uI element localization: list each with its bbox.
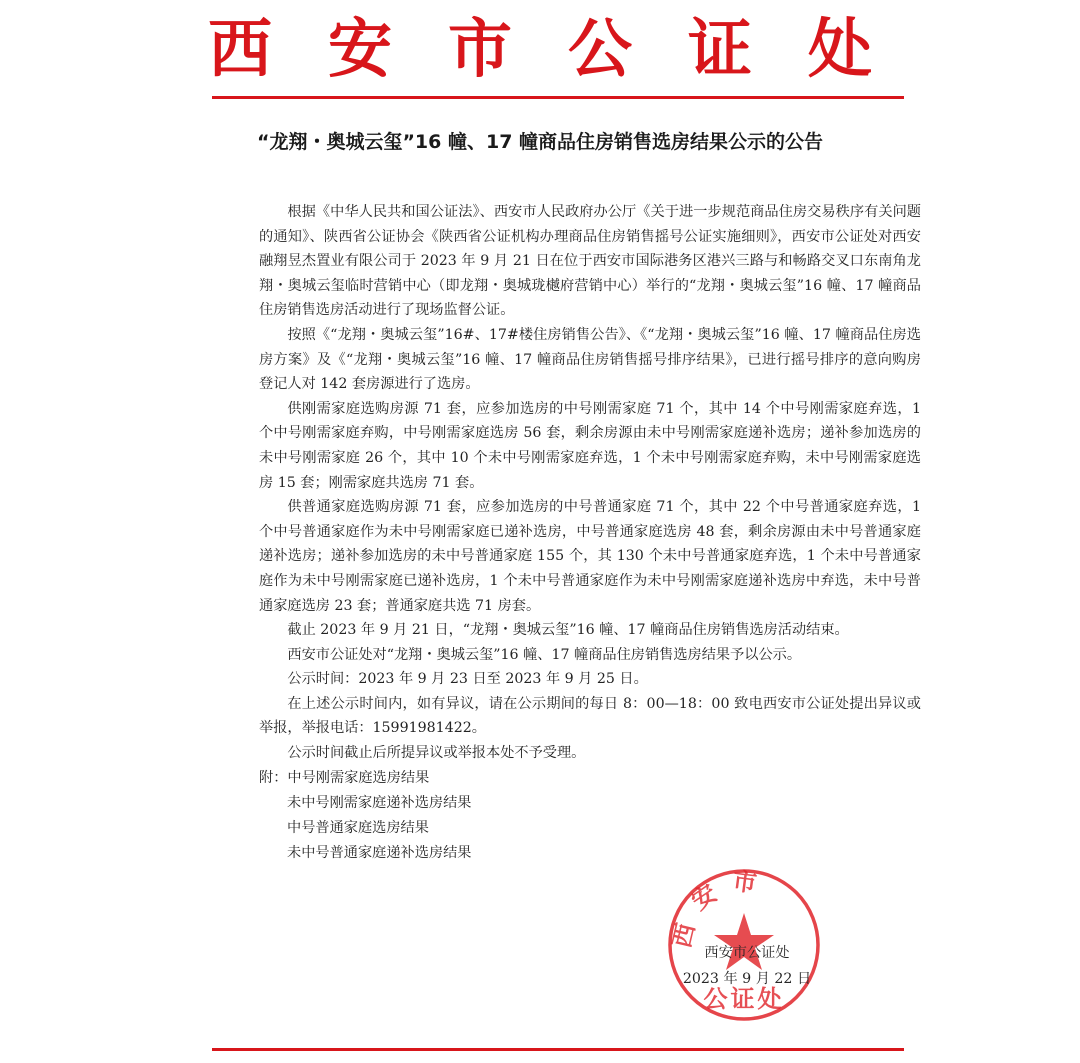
body-paragraph: 按照《“龙翔・奥城云玺”16#、17#楼住房销售公告》、《“龙翔・奥城云玺”16 幢、17 幢商品住房选房方案》及《“龙翔・奥城云玺”16 幢、17 幢商品住房销售摇号排序结果》，已进行摇号排序的意向购房登记人对 142 套房源进行了选房。 (259, 326, 921, 393)
attachment-list (259, 766, 687, 866)
svg-text:公证处: 公证处 (703, 984, 785, 1013)
body-paragraph: 在上述公示时间内，如有异议，请在公示期间的每日 8：00—18：00 致电西安市公证处提出异议或举报，举报电话：15991981422。 (259, 695, 921, 737)
document-title: “龙翔・奥城云玺”16 幢、17 幢商品住房销售选房结果公示的公告 (256, 131, 824, 153)
letterhead-title (0, 12, 1080, 87)
svg-text:西安市: 西安市 (666, 865, 773, 951)
letterhead-char: 公 (568, 12, 660, 87)
letterhead-char: 证 (688, 12, 780, 87)
attachment-item: 中号普通家庭选房结果 (287, 820, 429, 836)
body-paragraph: 供普通家庭选购房源 71 套，应参加选房的中号普通家庭 71 个，其中 22 个中号普通家庭弃选，1 个中号普通家庭作为未中号刚需家庭已递补选房，中号普通家庭选房 48 套，剩余房源由未中号普通家庭递补选房；递补参加选房的未中号普通家庭 155 个，其 130 个未中号普通家庭弃选，1 个未中号普通家庭作为未中号刚需家庭已递补选房，1 个未中号普通家庭作为未中号刚需家庭递补选房中弃选，未中号普通家庭选房 23 套；普通家庭共选 71 房套。 (259, 499, 921, 614)
attachment-label: 附： (259, 770, 288, 786)
letterhead-char: 安 (328, 12, 420, 87)
letterhead-char: 市 (448, 12, 540, 87)
body-paragraph: 供刚需家庭选购房源 71 套，应参加选房的中号刚需家庭 71 个，其中 14 个中号刚需家庭弃选，1 个中号刚需家庭弃购，中号刚需家庭选房 56 套，剩余房源由未中号刚需家庭递补选房；递补参加选房的未中号刚需家庭 26 个，其中 10 个未中号刚需家庭弃选，1 个未中号刚需家庭弃购，未中号刚需家庭选房 15 套；刚需家庭共选房 71 套。 (259, 400, 921, 491)
attachment-item: 未中号刚需家庭递补选房结果 (287, 795, 472, 811)
body-paragraph: 公示时间截止后所提异议或举报本处不予受理。 (287, 745, 586, 762)
document-body (259, 200, 921, 766)
attachment-item: 中号刚需家庭选房结果 (287, 770, 430, 786)
letterhead-char: 处 (808, 12, 900, 87)
letterhead-rule-top (212, 96, 904, 99)
body-paragraph: 西安市公证处对“龙翔・奥城云玺”16 幢、17 幢商品住房销售选房结果予以公示。 (287, 646, 802, 663)
body-paragraph: 根据《中华人民共和国公证法》、西安市人民政府办公厅《关于进一步规范商品住房交易秩序有关问题的通知》、陕西省公证协会《陕西省公证机构办理商品住房销售摇号公证实施细则》，西安市公证处对西安融翔昱杰置业有限公司于 2023 年 9 月 21 日在位于西安市国际港务区港兴三路与和畅路交叉口东南角龙翔・奥城云玺临时营销中心（即龙翔・奥城珑樾府营销中心）举行的“龙翔・奥城云玺”16 幢、17 幢商品住房销售选房活动进行了现场监督公证。 (259, 204, 921, 319)
signature-date: 2023 年 9 月 22 日 (682, 971, 812, 987)
attachment-item: 未中号普通家庭递补选房结果 (287, 845, 472, 861)
signature-block (672, 940, 822, 992)
body-paragraph: 截止 2023 年 9 月 21 日，“龙翔・奥城云玺”16 幢、17 幢商品住房销售选房活动结束。 (287, 622, 849, 639)
signature-org: 西安市公证处 (704, 945, 790, 961)
body-paragraph: 公示时间：2023 年 9 月 23 日至 2023 年 9 月 25 日。 (287, 671, 648, 688)
letterhead-char: 西 (208, 12, 300, 87)
letterhead-rule-bottom (212, 1048, 904, 1051)
